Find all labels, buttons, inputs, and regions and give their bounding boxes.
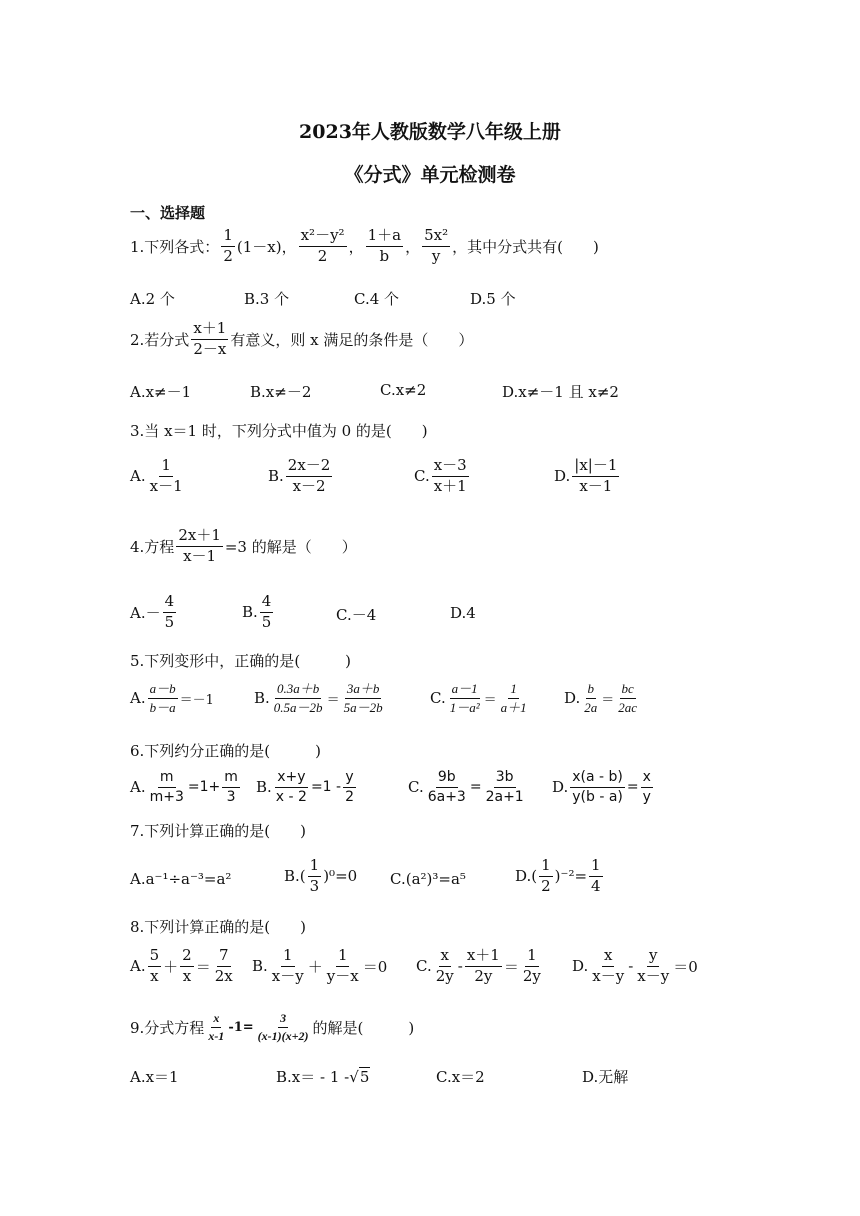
q1-fraction-4 [422,228,450,265]
q4-a-fraction [163,594,177,631]
q4-b-num: 4 [260,594,274,613]
q8-d-den-1: x－y [592,966,625,985]
q2-option-a: A.x≠－1 [130,383,192,401]
q1-fraction-2 [299,228,347,265]
q2-option-b: B.x≠－2 [250,383,312,401]
q8-option-a [130,948,237,985]
q4-option-c: C.－4 [336,606,377,624]
q1-f3-num: 1＋a [366,228,404,247]
q6-b-label: B. [256,778,272,797]
q4-a-den: 5 [164,612,175,631]
q5-c-eq: ＝ [483,692,497,708]
q4-den: x－1 [183,546,217,565]
q1-option-b: B.3 个 [244,290,290,308]
q8-b-fraction-1 [270,948,306,985]
q3-a-label: A. [130,467,146,486]
q5-b-eq: ＝ [326,692,340,708]
q5-c-fraction-2 [499,682,529,714]
q5-c-num-1: a－1 [450,682,480,699]
q4-a-label: A.－ [130,603,161,622]
q6-d-label: D. [552,778,569,797]
q9-option-b [276,1066,370,1087]
q7-d-num-1: 1 [539,858,553,877]
question-1: 1.下列各式： $\frac{1}{2}$ (1－x) ， $\frac{\text{x²－y²}}{2}$ ， $\frac{1+a}{b}$ ， $\frac{\text{5x²}}{y}$ ，其中分式共有( ) [130,226,599,265]
q8-c-op: - [457,957,463,976]
q8-a-fraction-1 [148,948,162,985]
q6-a-fraction-2 [222,770,240,804]
q3-a-fraction [148,458,185,495]
q9-prefix: 9.分式方程 [130,1018,205,1037]
q7-b-den: 3 [309,876,320,895]
q4-a-num: 4 [163,594,177,613]
q8-d-num-1: x [602,948,614,967]
q1-option-d: D.5 个 [470,290,516,308]
q1-option-c: C.4 个 [354,290,400,308]
q3-c-num: x－3 [432,458,469,477]
q6-c-num-2: 3b [494,770,516,788]
q4-suffix: =3 的解是（ ） [224,537,357,556]
q8-d-den-2: x－y [637,966,670,985]
question-4 [130,528,357,565]
q2-option-c: C.x≠2 [380,381,427,399]
q8-a-den-2: x [182,966,192,985]
q7-option-a: A.a⁻¹÷a⁻³=a² [130,870,232,888]
q1-suffix: ，其中分式共有( ) [452,237,599,256]
q5-a-fraction [148,682,178,714]
q4-prefix: 4.方程 [130,537,175,556]
q8-b-den-1: x－y [271,966,304,985]
q2-num: x＋1 [191,321,228,340]
q2-prefix: 2.若分式 [130,330,190,349]
q8-b-fraction-2 [325,948,361,985]
q8-d-op: - [628,957,634,976]
q9-option-c: C.x＝2 [436,1068,485,1086]
q8-a-den-1: x [150,966,159,985]
q1-f1-den: 2 [223,246,233,265]
question-6: 6.下列约分正确的是( ) [130,742,322,760]
q8-b-eq: ＝0 [362,957,388,976]
q3-b-fraction [286,458,333,495]
q9-num-1: x [211,1012,221,1028]
q5-option-c [430,682,531,714]
q6-d-num-1: x(a - b) [570,770,625,788]
q3-a-num: 1 [159,458,173,477]
q8-a-num-2: 2 [180,948,194,967]
q1-f3-den: b [379,246,390,265]
q5-d-den-1: 2a [584,699,598,715]
q5-b-den-1: 0.5a－2b [273,699,323,715]
q5-c-den-2: a＋1 [500,699,527,715]
q8-b-op: ＋ [307,957,323,976]
q3-b-num: 2x－2 [286,458,333,477]
q9-suffix: 的解是( ) [312,1018,415,1037]
q8-b-den-2: y－x [326,966,359,985]
q6-c-fraction-1 [426,770,468,804]
q9-b-label: B.x＝ - 1 - [276,1068,350,1086]
q6-c-label: C. [408,778,424,797]
q5-d-eq: ＝ [601,692,615,708]
q6-a-fraction-1 [148,770,186,804]
q8-b-label: B. [252,957,268,976]
q5-option-b [254,682,387,714]
q7-d-den-2: 4 [591,876,601,895]
q1-f1-tail: (1－x) [236,237,282,256]
q6-d-fraction-1 [570,770,625,804]
q1-option-a: A.2 个 [130,290,175,308]
q8-a-den-3: 2x [214,966,233,985]
q8-a-fraction-2 [180,948,194,985]
q6-option-c [408,770,528,804]
q3-option-d [554,458,621,495]
q8-a-num-1: 5 [148,948,162,967]
q2-suffix: 有意义，则 x 满足的条件是（ ） [230,330,474,349]
q9-option-a: A.x＝1 [130,1068,179,1086]
q7-b-num: 1 [308,858,322,877]
sqrt-icon: √ [349,1067,359,1086]
q5-c-label: C. [430,689,446,708]
q4-option-d: D.4 [450,604,476,622]
q8-d-num-2: y [647,948,659,967]
q6-d-den-2: y [642,788,651,805]
q1-fraction-3 [366,228,404,265]
question-8: 8.下列计算正确的是( ) [130,918,307,936]
q8-d-label: D. [572,957,589,976]
q8-c-den-3: 2y [522,966,541,985]
q3-b-label: B. [268,467,284,486]
q3-a-den: x－1 [149,476,183,495]
q7-b-label: B.( [284,867,306,886]
q6-c-den-2: 2a+1 [485,788,524,805]
q6-option-a [130,770,242,804]
q3-d-den: x－1 [579,476,613,495]
q7-option-b [284,858,357,895]
q5-a-rhs: ＝－1 [179,692,214,708]
q4-b-den: 5 [261,612,272,631]
q8-a-fraction-3 [213,948,235,985]
q8-option-c [416,948,545,985]
q6-b-num-2: y [343,770,355,788]
q1-f4-den: y [431,246,441,265]
q5-a-num: a－b [148,682,178,699]
q7-d-mid: )⁻²= [554,867,588,886]
q9-b-radicand: 5 [359,1068,370,1086]
q8-option-b [252,948,387,985]
q8-a-num-3: 7 [217,948,231,967]
q4-b-fraction [260,594,274,631]
q9-den-2: (x-1)(x+2) [257,1028,309,1043]
q3-b-den: x－2 [292,476,326,495]
q8-c-fraction-3 [521,948,543,985]
q5-option-a [130,682,214,714]
q9-fraction-2 [256,1012,311,1042]
page-subtitle: 《分式》单元检测卷 [344,164,516,186]
q6-a-den-1: m+3 [149,788,184,805]
q6-d-num-2: x [641,770,653,788]
q7-d-label: D.( [515,867,538,886]
q5-c-num-2: 1 [508,682,519,699]
q8-d-eq: ＝0 [673,957,698,976]
q1-f2-den: 2 [317,246,328,265]
q6-a-label: A. [130,778,146,797]
q6-b-fraction-1 [274,770,309,804]
q5-d-fraction-2 [616,682,639,714]
q8-c-den-1: 2y [435,966,454,985]
q9-fraction-1 [206,1012,226,1042]
question-3: 3.当 x＝1 时，下列分式中值为 0 的是( ) [130,422,428,440]
q8-c-fraction-2 [465,948,502,985]
q5-c-fraction-1 [448,682,482,714]
q7-option-c: C.(a²)³=a⁵ [390,870,466,888]
q6-d-fraction-2 [641,770,653,804]
q3-c-den: x＋1 [433,476,467,495]
q8-b-num-2: 1 [336,948,350,967]
q6-a-num-2: m [222,770,240,788]
q6-a-num-1: m [158,770,176,788]
q3-option-b [268,458,334,495]
q5-a-label: A. [130,689,146,708]
q5-d-label: D. [564,689,581,708]
q5-b-num-1: 0.3a＋b [275,682,321,699]
q6-d-den-1: y(b - a) [572,788,623,805]
q1-f1-num: 1 [221,228,235,247]
question-5: 5.下列变形中，正确的是( ) [130,652,352,670]
q6-b-mid: =1 - [310,779,342,796]
q6-b-num-1: x+y [275,770,307,788]
q5-c-den-1: 1－a² [449,699,480,715]
q4-option-a [130,594,178,631]
q3-option-a [130,458,187,495]
q4-fraction [176,528,223,565]
q9-option-d: D.无解 [582,1068,629,1086]
q8-a-eq: ＝ [195,957,211,976]
q5-d-num-2: bc [620,682,636,699]
q9-mid: -1= [228,1019,254,1035]
q8-c-num-1: x [439,948,451,967]
q1-fraction-1 [221,228,235,265]
q8-c-eq: ＝ [503,957,519,976]
q3-c-fraction [432,458,469,495]
page-title: 2023年人教版数学八年级上册 [299,121,561,143]
q8-c-label: C. [416,957,432,976]
q3-d-label: D. [554,467,571,486]
q3-c-label: C. [414,467,430,486]
q4-option-b [242,594,275,631]
section-heading: 一、选择题 [130,204,206,222]
q3-option-c [414,458,471,495]
q6-b-den-1: x - 2 [275,788,307,805]
q5-b-fraction-1 [272,682,325,714]
q5-d-num-1: b [586,682,597,699]
q9-num-2: 3 [278,1012,288,1028]
q6-d-mid: = [626,779,639,796]
q8-a-op: ＋ [163,957,179,976]
q7-b-fraction [308,858,322,895]
q8-c-den-2: 2y [474,966,493,985]
q6-b-fraction-2 [343,770,356,804]
q7-b-tail: )⁰=0 [323,867,358,886]
question-2 [130,321,473,358]
q5-b-den-2: 5a－2b [343,699,383,715]
q6-option-b [256,770,358,804]
q7-option-d [515,858,605,895]
q6-a-mid: =1+ [187,779,221,796]
q4-b-label: B. [242,603,258,622]
q5-b-label: B. [254,689,270,708]
q5-d-den-2: 2ac [618,699,638,715]
question-7: 7.下列计算正确的是( ) [130,822,307,840]
q5-d-fraction-1 [582,682,599,714]
q3-d-fraction [572,458,619,495]
q8-c-num-2: x＋1 [465,948,502,967]
q8-a-label: A. [130,957,146,976]
q8-d-fraction-2 [635,948,671,985]
q7-d-den-1: 2 [541,876,551,895]
q2-option-d: D.x≠－1 且 x≠2 [502,383,619,401]
q5-a-den: b－a [149,699,176,715]
q6-c-fraction-2 [484,770,526,804]
q6-c-den-1: 6a+3 [427,788,466,805]
q2-fraction [191,321,228,358]
q8-option-d [572,948,698,985]
q6-c-num-1: 9b [436,770,458,788]
q6-option-d [552,770,655,804]
q8-b-num-1: 1 [281,948,295,967]
q4-num: 2x＋1 [176,528,223,547]
q7-d-num-2: 1 [589,858,603,877]
q9-den-1: x-1 [208,1028,225,1043]
q1-prefix: 1.下列各式： [130,237,220,256]
q3-d-num: |x|－1 [572,458,619,477]
q5-b-num-2: 3a＋b [345,682,382,699]
q8-c-fraction-1 [434,948,456,985]
q8-c-num-3: 1 [525,948,539,967]
q5-b-fraction-2 [342,682,385,714]
q6-b-den-2: 2 [345,788,355,805]
q7-d-fraction-2 [589,858,603,895]
q6-c-mid: = [469,779,482,796]
q6-a-den-2: 3 [226,788,236,805]
question-9 [130,1012,414,1042]
q5-option-d [564,682,641,714]
q8-d-fraction-1 [590,948,626,985]
q7-d-fraction-1 [539,858,553,895]
q1-f2-num: x²－y² [299,228,347,247]
q1-f4-num: 5x² [422,228,450,247]
q2-den: 2－x [193,339,227,358]
